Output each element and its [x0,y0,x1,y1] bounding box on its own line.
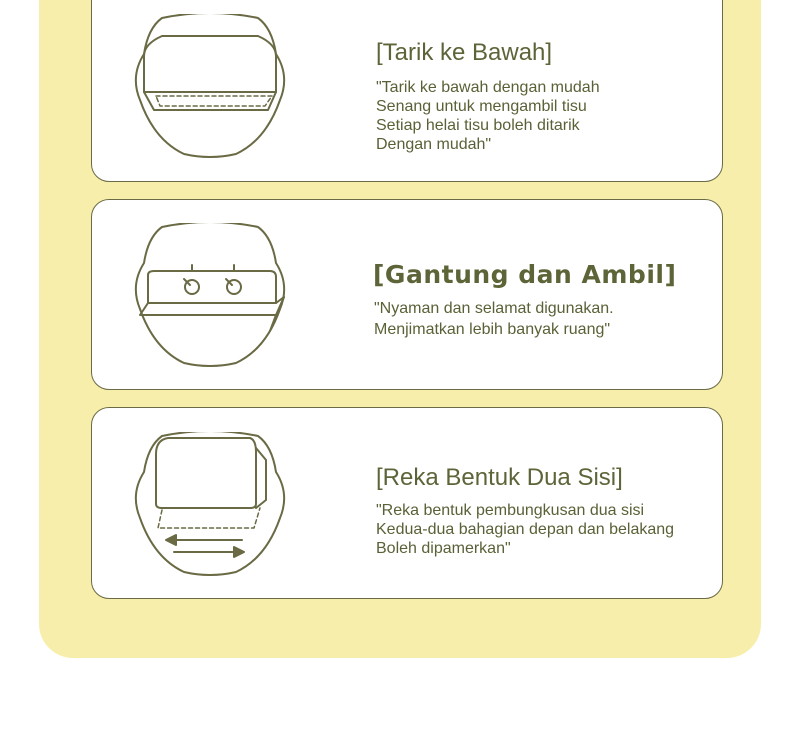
feature-title: [Tarik ke Bawah] [376,39,553,66]
tissue-pull-down-icon [132,14,288,158]
feature-title: [Gantung dan Ambil] [373,260,677,289]
feature-card-hang [91,199,723,390]
feature-card-pull-down [91,0,723,182]
feature-title: [Reka Bentuk Dua Sisi] [376,464,623,491]
feature-description: "Tarik ke bawah dengan mudah Senang untuk mengambil tisu Setiap helai tisu boleh ditarik Dengan mudah" [376,79,600,153]
tissue-hang-hooks-icon [132,223,288,367]
tissue-double-sided-icon [132,432,288,576]
feature-description: "Reka bentuk pembungkusan dua sisi Kedua-dua bahagian depan dan belakang Boleh dipamerkan" [376,502,675,557]
feature-card-double-sided [91,407,723,599]
feature-description: "Nyaman dan selamat digunakan. Menjimatkan lebih banyak ruang" [374,300,614,338]
